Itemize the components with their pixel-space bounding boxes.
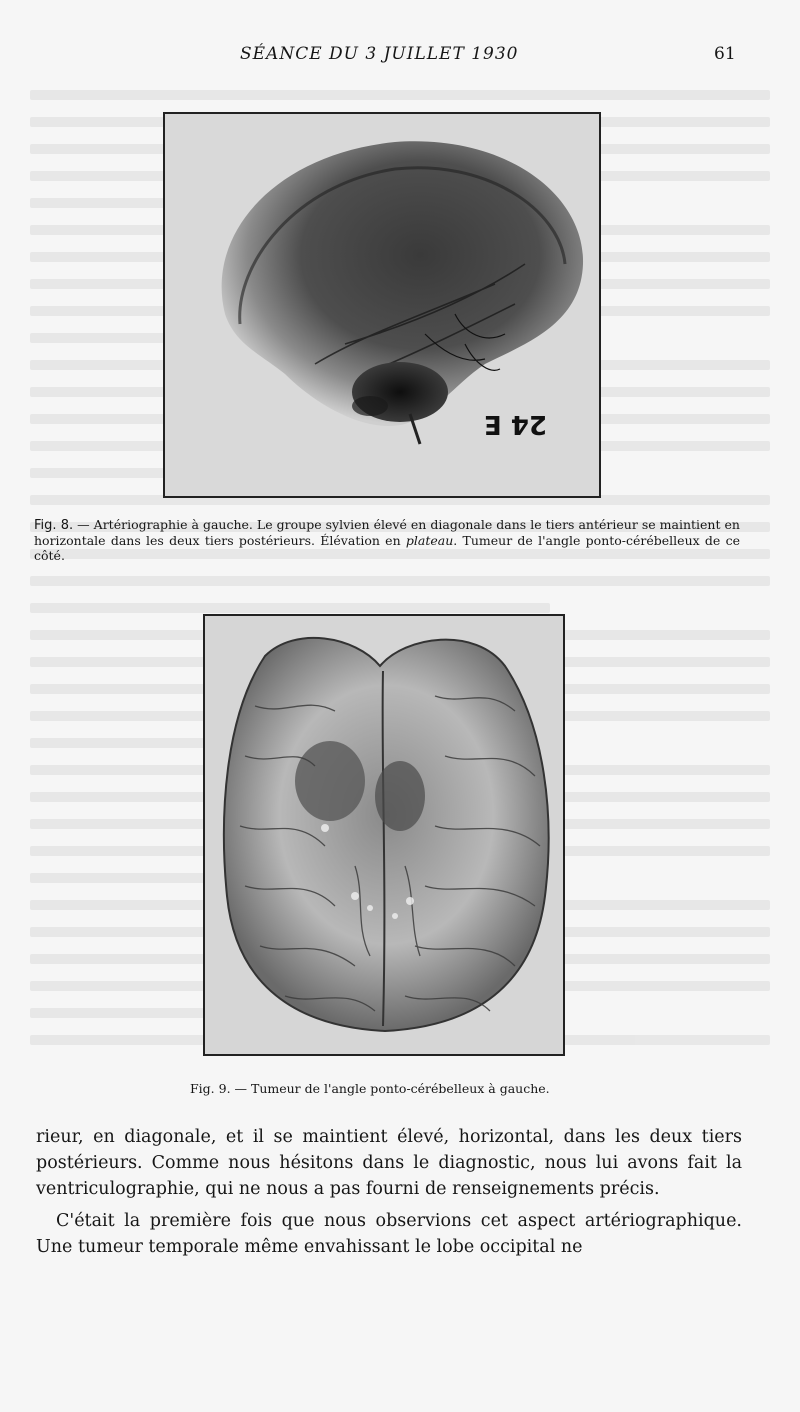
running-header <box>0 44 800 68</box>
figure-8-caption-italic: plateau <box>405 533 454 548</box>
paragraph-1: rieur, en diagonale, et il se maintient élevé, horizontal, dans les deux tiers postérieurs. Comme nous hésitons dans le diagnostic, nous lui avons fait la ventriculographie, qui ne nous a pas fourni de renseignements précis. <box>36 1127 742 1199</box>
figure-8-caption-text: — Artériographie à gauche. Le groupe sylvien élevé en diagonale dans le tiers antérieur se maintient en horizontale dans les deux tiers postérieurs. Élévation en <box>34 517 740 548</box>
figure-9-caption <box>190 1081 630 1097</box>
film-marker: 24 E <box>484 409 547 439</box>
show-through-line <box>30 576 770 586</box>
figure-8-arteriography <box>163 112 601 498</box>
figure-8-caption-tail: . Tumeur de l'angle ponto-cérébelleux de ce côté. <box>34 533 740 563</box>
show-through-line <box>30 603 550 613</box>
figure-8-label: Fig. 8. <box>34 518 74 533</box>
figure-8-caption <box>34 517 740 563</box>
paragraph-2: C'était la première fois que nous observions cet aspect artériographique. Une tumeur temporale même envahissant le lobe occipital ne <box>36 1211 742 1257</box>
figure-9-label: Fig. 9. <box>190 1081 231 1096</box>
show-through-line <box>30 90 770 100</box>
header-title: SÉANCE DU 3 JUILLET 1930 <box>240 44 519 64</box>
body-text <box>36 1124 742 1260</box>
figure-9-caption-text: — Tumeur de l'angle ponto-cérébelleux à gauche. <box>230 1081 550 1096</box>
figure-9-brain-photo <box>203 614 565 1056</box>
page-number: 61 <box>714 44 736 64</box>
